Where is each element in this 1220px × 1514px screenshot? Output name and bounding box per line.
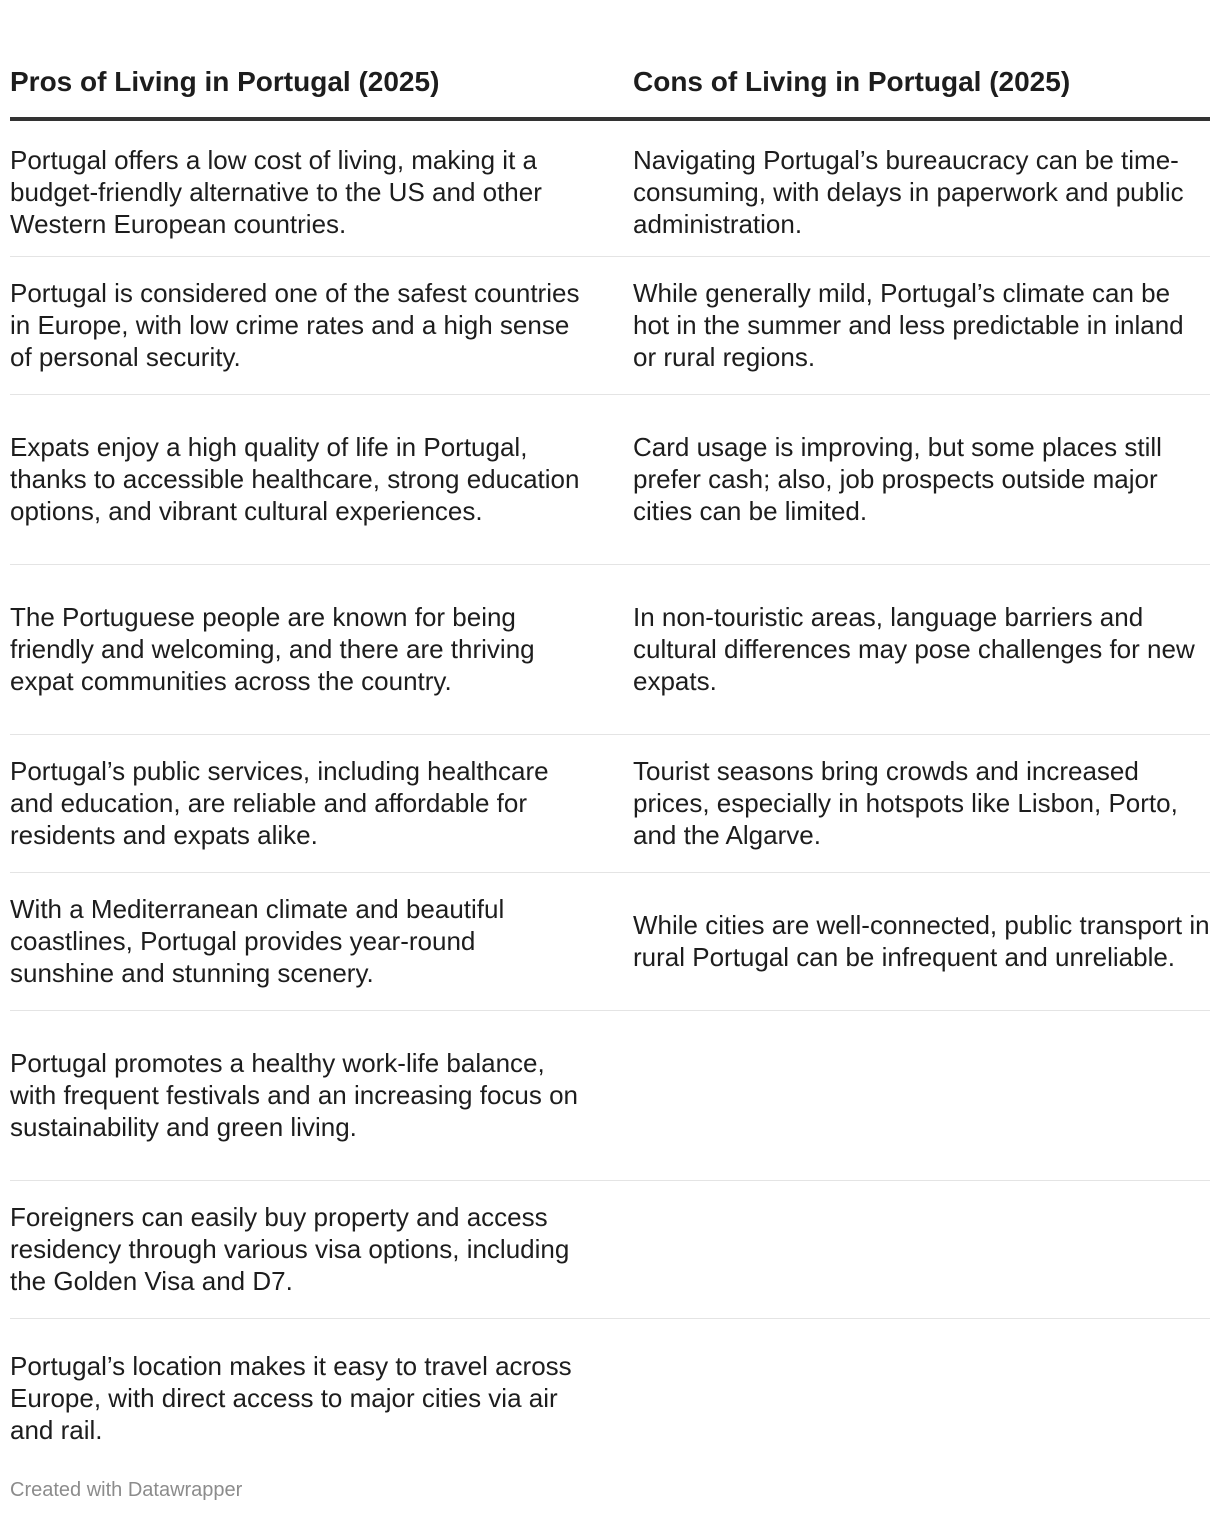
table-body bbox=[10, 119, 1210, 1478]
con-cell: Navigating Portugal’s bureaucracy can be time-consuming, with delays in paperwork and public administration. bbox=[633, 119, 1210, 256]
header-row bbox=[10, 0, 1210, 119]
pro-cell: Portugal promotes a healthy work-life balance, with frequent festivals and an increasing focus on sustainability and green living. bbox=[10, 1010, 633, 1180]
con-cell bbox=[633, 1180, 1210, 1318]
pro-cell: Portugal’s location makes it easy to travel across Europe, with direct access to major cities via air and rail. bbox=[10, 1351, 572, 1446]
con-cell bbox=[633, 1318, 1210, 1478]
pro-cell: The Portuguese people are known for being friendly and welcoming, and there are thriving expat communities across the country. bbox=[10, 564, 633, 734]
pros-cons-table-container bbox=[10, 0, 1210, 1478]
pro-cell: Expats enjoy a high quality of life in Portugal, thanks to accessible healthcare, strong education options, and vibrant cultural experiences. bbox=[10, 394, 633, 564]
pro-cell: With a Mediterranean climate and beautiful coastlines, Portugal provides year-round sunshine and stunning scenery. bbox=[10, 872, 633, 1010]
con-cell: While cities are well-connected, public transport in rural Portugal can be infrequent and unreliable. bbox=[633, 872, 1210, 1010]
pro-cell: Foreigners can easily buy property and access residency through various visa options, including the Golden Visa and D7. bbox=[10, 1180, 633, 1318]
table-row bbox=[10, 1180, 1210, 1318]
table-row bbox=[10, 394, 1210, 564]
column-header-cons: Cons of Living in Portugal (2025) bbox=[633, 0, 1210, 119]
pro-cell: Portugal offers a low cost of living, making it a budget-friendly alternative to the US and other Western European countries. bbox=[10, 119, 633, 256]
table-row bbox=[10, 564, 1210, 734]
table-row bbox=[10, 734, 1210, 872]
con-cell: Tourist seasons bring crowds and increased prices, especially in hotspots like Lisbon, Porto, and the Algarve. bbox=[633, 734, 1210, 872]
pro-cell: Portugal is considered one of the safest countries in Europe, with low crime rates and a high sense of personal security. bbox=[10, 256, 633, 394]
column-header-pros: Pros of Living in Portugal (2025) bbox=[10, 0, 633, 119]
table-row bbox=[10, 872, 1210, 1010]
pros-cons-table bbox=[10, 0, 1210, 1478]
table-row bbox=[10, 256, 1210, 394]
table-row bbox=[10, 119, 1210, 256]
con-cell: Card usage is improving, but some places still prefer cash; also, job prospects outside major cities can be limited. bbox=[633, 394, 1210, 564]
footer-credit: Created with Datawrapper bbox=[10, 1479, 243, 1501]
table-header bbox=[10, 0, 1210, 119]
pro-cell: Portugal’s public services, including healthcare and education, are reliable and affordable for residents and expats alike. bbox=[10, 734, 633, 872]
table-row bbox=[10, 1010, 1210, 1180]
con-cell bbox=[633, 1010, 1210, 1180]
table-row bbox=[10, 1318, 1210, 1478]
con-cell: While generally mild, Portugal’s climate can be hot in the summer and less predictable in inland or rural regions. bbox=[633, 256, 1210, 394]
con-cell: In non-touristic areas, language barriers and cultural differences may pose challenges for new expats. bbox=[633, 564, 1210, 734]
